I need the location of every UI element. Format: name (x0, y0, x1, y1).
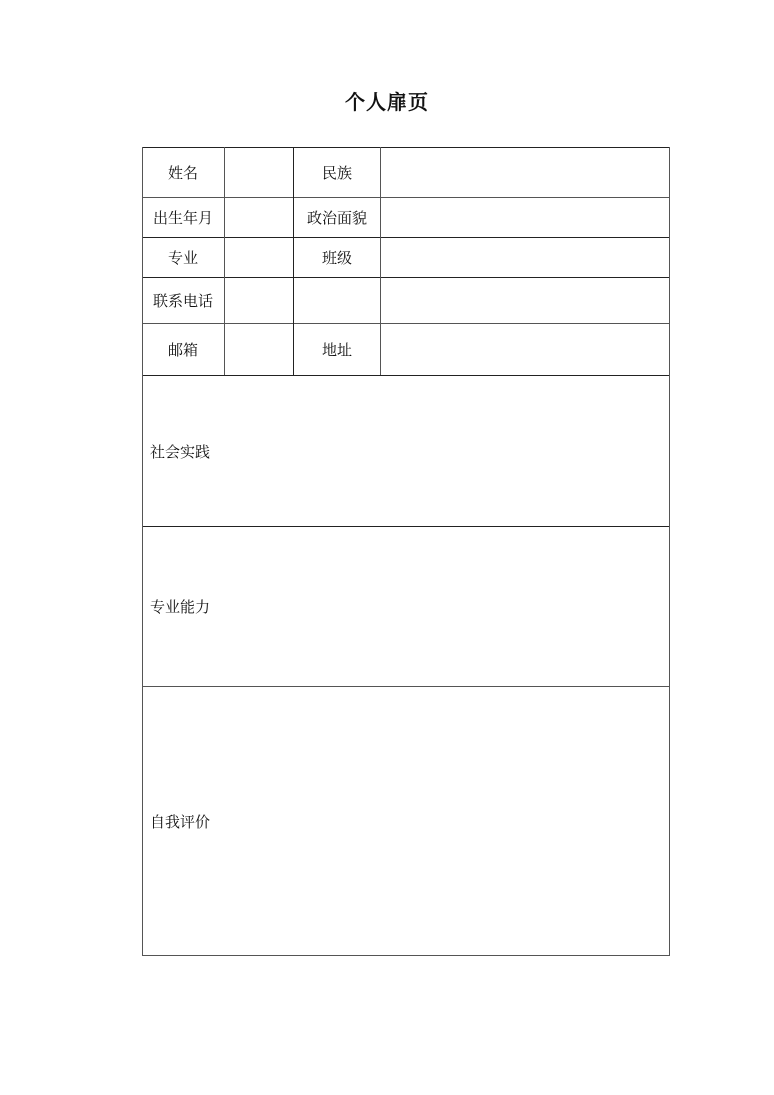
major-field[interactable] (225, 238, 292, 277)
address-label: 地址 (321, 340, 352, 359)
email-field[interactable] (225, 324, 292, 375)
phone-extra-field-2[interactable] (381, 278, 668, 323)
profile-form-table (142, 147, 670, 957)
social-practice-section[interactable] (142, 376, 669, 526)
ethnicity-field[interactable] (381, 148, 668, 197)
political-status-label: 政治面貌 (306, 208, 367, 227)
self-evaluation-label: 自我评价 (150, 812, 211, 831)
major-label: 专业 (167, 248, 198, 267)
self-evaluation-section[interactable] (142, 687, 669, 955)
ethnicity-label: 民族 (321, 163, 352, 182)
page-title: 个人扉页 (345, 90, 429, 114)
table-border-bottom (142, 955, 670, 956)
class-field[interactable] (381, 238, 668, 277)
social-practice-label: 社会实践 (150, 442, 211, 461)
address-field[interactable] (381, 324, 668, 375)
birth-date-field[interactable] (225, 198, 292, 237)
phone-extra-field[interactable] (294, 278, 380, 323)
professional-ability-label: 专业能力 (150, 598, 211, 616)
professional-ability-section[interactable] (142, 527, 669, 686)
email-label: 邮箱 (167, 340, 198, 359)
political-status-field[interactable] (381, 198, 668, 237)
name-field[interactable] (225, 148, 292, 197)
phone-label: 联系电话 (152, 291, 213, 310)
class-label: 班级 (321, 248, 352, 267)
birth-date-label: 出生年月 (152, 208, 213, 227)
name-label: 姓名 (167, 163, 198, 182)
phone-field[interactable] (225, 278, 292, 323)
table-border-right (669, 147, 670, 956)
